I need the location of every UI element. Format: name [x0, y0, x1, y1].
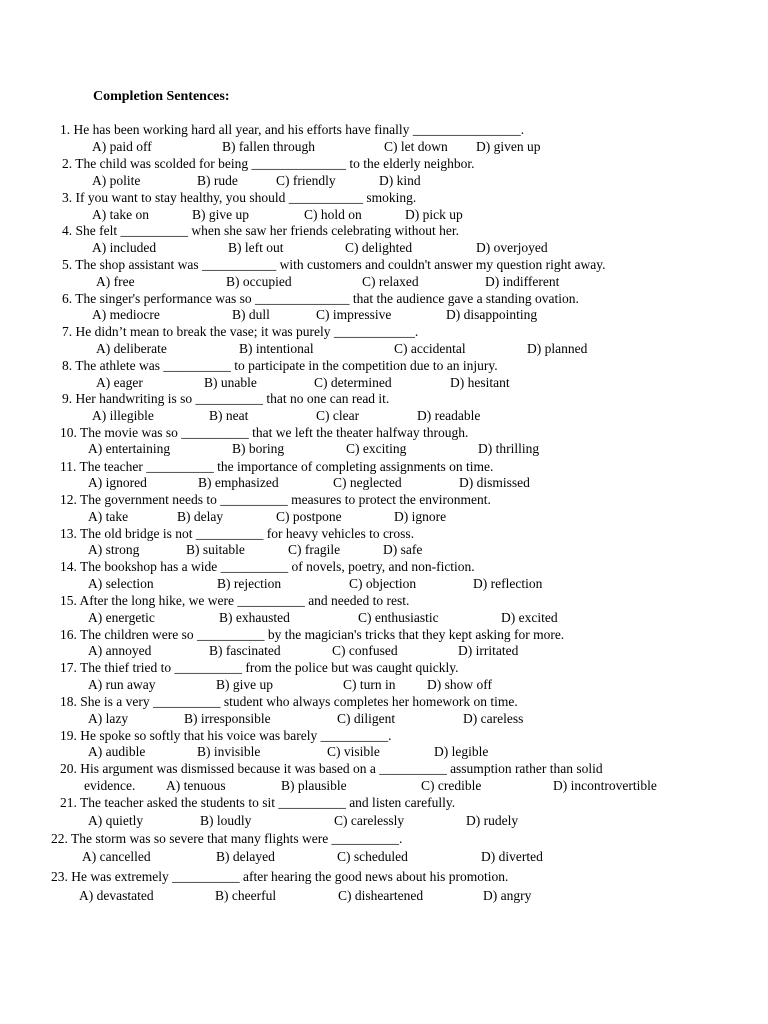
answer-option: C) carelessly: [334, 813, 405, 828]
answer-option: C) enthusiastic: [358, 610, 439, 625]
question-text: 12. The government needs to __________ measures to protect the environment.: [60, 492, 491, 507]
answer-option: B) occupied: [226, 274, 292, 289]
answer-option: D) rudely: [466, 813, 519, 828]
question-text: 15. After the long hike, we were __________ and needed to rest.: [60, 593, 410, 608]
answer-option: D) diverted: [481, 849, 543, 864]
answer-option: C) fragile: [288, 542, 341, 557]
answer-option: D) overjoyed: [476, 240, 548, 255]
answer-option: A) run away: [88, 677, 156, 692]
answer-option: C) exciting: [346, 441, 407, 456]
answer-option: A) deliberate: [96, 341, 167, 356]
answer-option: B) cheerful: [215, 888, 277, 903]
answer-option: D) reflection: [473, 576, 543, 591]
answer-option: A) lazy: [88, 711, 129, 726]
answer-option: A) take on: [92, 207, 149, 222]
question-text: 2. The child was scolded for being ______________ to the elderly neighbor.: [62, 156, 475, 171]
answer-option: B) delayed: [216, 849, 275, 864]
answer-option: C) hold on: [304, 207, 362, 222]
answer-option: B) intentional: [239, 341, 314, 356]
answer-option: A) included: [92, 240, 157, 255]
answer-option: B) neat: [209, 408, 249, 423]
answer-option: C) neglected: [333, 475, 402, 490]
answer-option: A) paid off: [92, 139, 152, 154]
answer-option: D) indifferent: [485, 274, 560, 289]
answer-option: B) plausible: [281, 778, 347, 793]
question-text: 5. The shop assistant was ___________ with customers and couldn't answer my question right away.: [62, 257, 606, 272]
answer-option: C) credible: [421, 778, 482, 793]
answer-option: A) take: [88, 509, 129, 524]
answer-option: A) illegible: [92, 408, 154, 423]
answer-option: A) selection: [88, 576, 154, 591]
answer-option: B) rude: [197, 173, 238, 188]
answer-option: D) legible: [434, 744, 489, 759]
question-text: 23. He was extremely __________ after hearing the good news about his promotion.: [51, 869, 509, 884]
answer-option: C) friendly: [276, 173, 336, 188]
answer-option: D) irritated: [458, 643, 519, 658]
answer-option: B) suitable: [186, 542, 245, 557]
answer-option: B) give up: [192, 207, 249, 222]
answer-option: B) emphasized: [198, 475, 279, 490]
question-text-continuation: evidence.: [84, 778, 136, 793]
answer-option: B) fallen through: [222, 139, 315, 154]
question-text: 4. She felt __________ when she saw her friends celebrating without her.: [62, 223, 460, 238]
answer-option: D) pick up: [405, 207, 463, 222]
answer-option: A) tenuous: [166, 778, 226, 793]
answer-option: D) disappointing: [446, 307, 538, 322]
answer-option: B) left out: [228, 240, 284, 255]
answer-option: A) energetic: [88, 610, 155, 625]
answer-option: B) unable: [204, 375, 257, 390]
answer-option: B) loudly: [200, 813, 252, 828]
answer-option: A) ignored: [88, 475, 147, 490]
answer-option: D) planned: [527, 341, 588, 356]
answer-option: A) polite: [92, 173, 141, 188]
answer-option: A) eager: [96, 375, 143, 390]
answer-option: B) rejection: [217, 576, 282, 591]
answer-option: D) angry: [483, 888, 532, 903]
answer-option: C) turn in: [343, 677, 396, 692]
answer-option: B) dull: [232, 307, 270, 322]
question-text: 11. The teacher __________ the importance of completing assignments on time.: [60, 459, 494, 474]
answer-option: D) thrilling: [478, 441, 540, 456]
question-text: 10. The movie was so __________ that we left the theater halfway through.: [60, 425, 469, 440]
answer-option: C) visible: [327, 744, 380, 759]
answer-option: B) give up: [216, 677, 273, 692]
answer-option: A) devastated: [79, 888, 154, 903]
answer-option: B) irresponsible: [184, 711, 271, 726]
question-text: 18. She is a very __________ student who always completes her homework on time.: [60, 694, 518, 709]
answer-option: D) given up: [476, 139, 541, 154]
answer-option: A) strong: [88, 542, 140, 557]
answer-option: D) ignore: [394, 509, 447, 524]
answer-option: C) objection: [349, 576, 417, 591]
answer-option: C) disheartened: [338, 888, 424, 903]
answer-option: A) quietly: [88, 813, 144, 828]
question-text: 19. He spoke so softly that his voice was barely __________.: [60, 728, 392, 743]
question-text: 7. He didn’t mean to break the vase; it was purely ____________.: [62, 324, 419, 339]
worksheet-title: Completion Sentences:: [93, 89, 230, 104]
answer-option: A) cancelled: [82, 849, 151, 864]
question-text: 22. The storm was so severe that many flights were __________.: [51, 831, 403, 846]
answer-option: C) scheduled: [337, 849, 408, 864]
answer-option: B) invisible: [197, 744, 261, 759]
answer-option: D) hesitant: [450, 375, 510, 390]
answer-option: C) delighted: [345, 240, 413, 255]
question-text: 21. The teacher asked the students to sit __________ and listen carefully.: [60, 795, 456, 810]
answer-option: C) accidental: [394, 341, 466, 356]
answer-option: C) clear: [316, 408, 360, 423]
question-text: 14. The bookshop has a wide __________ of novels, poetry, and non-fiction.: [60, 559, 475, 574]
answer-option: C) postpone: [276, 509, 342, 524]
question-text: 9. Her handwriting is so __________ that no one can read it.: [62, 391, 390, 406]
answer-option: B) exhausted: [219, 610, 290, 625]
answer-option: C) confused: [332, 643, 398, 658]
answer-option: D) excited: [501, 610, 558, 625]
question-text: 16. The children were so __________ by the magician's tricks that they kept asking for more.: [60, 627, 565, 642]
question-text: 13. The old bridge is not __________ for heavy vehicles to cross.: [60, 526, 415, 541]
answer-option: D) kind: [379, 173, 421, 188]
answer-option: A) mediocre: [92, 307, 160, 322]
answer-option: A) annoyed: [88, 643, 152, 658]
question-text: 20. His argument was dismissed because it was based on a __________ assumption rather than solid: [60, 761, 603, 776]
answer-option: C) determined: [314, 375, 392, 390]
answer-option: D) incontrovertible: [553, 778, 657, 793]
answer-option: C) diligent: [337, 711, 396, 726]
answer-option: A) free: [96, 274, 135, 289]
answer-option: B) delay: [177, 509, 224, 524]
question-text: 1. He has been working hard all year, and his efforts have finally ________________.: [60, 122, 525, 137]
answer-option: D) safe: [383, 542, 423, 557]
question-text: 8. The athlete was __________ to participate in the competition due to an injury.: [62, 358, 498, 373]
answer-option: C) let down: [384, 139, 448, 154]
question-text: 6. The singer's performance was so ______________ that the audience gave a standing ovation.: [62, 291, 579, 306]
answer-option: D) readable: [417, 408, 481, 423]
answer-option: B) fascinated: [209, 643, 281, 658]
answer-option: D) show off: [427, 677, 492, 692]
answer-option: A) audible: [88, 744, 146, 759]
question-text: 3. If you want to stay healthy, you should ___________ smoking.: [62, 190, 417, 205]
answer-option: C) impressive: [316, 307, 392, 322]
question-text: 17. The thief tried to __________ from the police but was caught quickly.: [60, 660, 459, 675]
answer-option: A) entertaining: [88, 441, 171, 456]
answer-option: C) relaxed: [362, 274, 419, 289]
answer-option: B) boring: [232, 441, 285, 456]
answer-option: D) dismissed: [459, 475, 530, 490]
answer-option: D) careless: [463, 711, 524, 726]
